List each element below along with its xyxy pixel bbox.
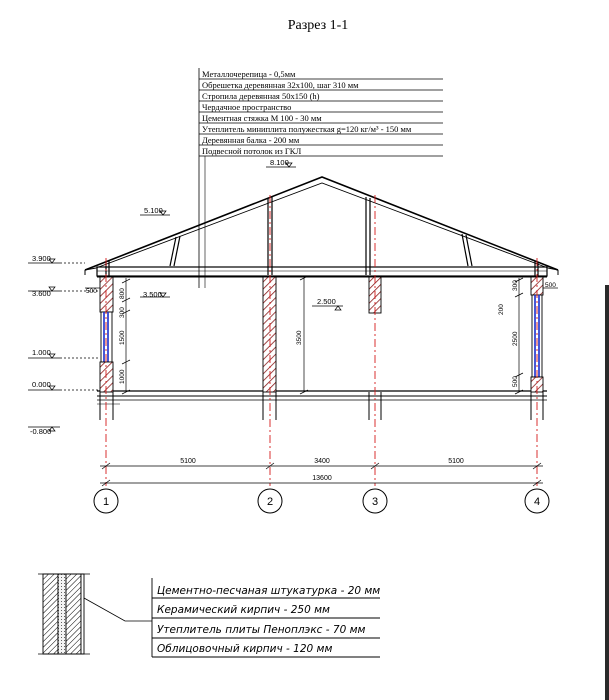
roof [85,177,558,275]
dim-right-2500: 2500 [512,331,519,346]
dim-total: 13600 [312,475,332,482]
roof-layer-3: Стропила деревянная 50х150 (h) [202,91,320,101]
axis-label-1: 1 [102,496,110,508]
axis-labels [103,496,540,508]
wall-layer-3: Утеплитель плиты Пеноплэкс - 70 мм [157,624,366,636]
axis-label-3: 3 [371,496,379,508]
level-labels [30,158,336,436]
wall-layer-1: Цементно-песчаная штукатурка - 20 мм [157,585,381,597]
level-interior: 2.500 [317,297,336,306]
wall-left-top [100,277,113,312]
ceiling-slab [97,267,547,277]
wall-layer-4: Облицовочный кирпич - 120 мм [157,643,333,655]
level-roof-mid: 5.100 [144,206,163,215]
wall-detail-plaster [81,574,84,654]
floor-slab [97,391,547,404]
wall-layer-2: Керамический кирпич - 250 мм [157,604,330,616]
wall-layer-labels [157,585,380,655]
dim-eave-right: 500 [545,282,556,289]
dim-span-1: 5100 [180,458,196,465]
level-floor: 0.000 [32,380,51,389]
wall-left-bottom [100,362,113,392]
roof-layer-1: Металлочерепица - 0,5мм [202,69,296,79]
walls [100,277,543,392]
roof-layer-4: Чердачное пространство [202,102,292,112]
axis-markers [94,489,549,513]
level-eave: 3.900 [32,254,51,263]
wall-detail-facing-brick [43,574,58,654]
roof-layer-8: Подвесной потолок из ГКЛ [202,146,302,156]
axis-label-4: 4 [533,496,541,508]
dim-span-2: 3400 [314,458,330,465]
dim-lintel-800: 800 [119,288,126,299]
dim-lintel-300: 300 [119,307,126,318]
roof-layer-labels [202,69,412,156]
axis-lines [106,195,537,486]
dim-sill-1000: 1000 [119,369,126,384]
level-top-wall: 3.600 [32,289,51,298]
dim-right-500: 500 [512,376,519,387]
roof-layer-7: Деревянная балка - 200 мм [202,135,300,145]
wall-detail-insulation [58,574,66,654]
level-ground: -0.800 [30,427,52,436]
roof-layer-5: Цементная стяжка М 100 - 30 мм [202,113,322,123]
horizontal-dim-labels [180,458,464,482]
level-ceiling: 3.500 [143,290,162,299]
page-edge-shadow [605,285,609,700]
dim-eave-left: 500 [86,288,97,295]
axis-label-2: 2 [266,496,274,508]
wall-interior-2 [263,277,276,392]
section-title: Разрез 1-1 [287,18,349,33]
dim-right-300: 300 [512,280,519,291]
wall-detail-ceramic-brick [66,574,81,654]
roof-layer-2: Обрешетка деревянная 32х100, шаг 310 мм [202,80,359,90]
level-sill: 1.000 [32,348,51,357]
window-left [101,312,112,362]
dim-span-3: 5100 [448,458,464,465]
level-ridge: 8.100 [270,158,289,167]
dim-room-height: 3500 [296,330,303,345]
dim-right-200: 200 [498,304,505,315]
roof-layer-6: Утеплитель миниплита полужесткая g=120 кг/м³ - 150 мм [202,124,412,134]
dim-window-1500: 1500 [119,330,126,345]
